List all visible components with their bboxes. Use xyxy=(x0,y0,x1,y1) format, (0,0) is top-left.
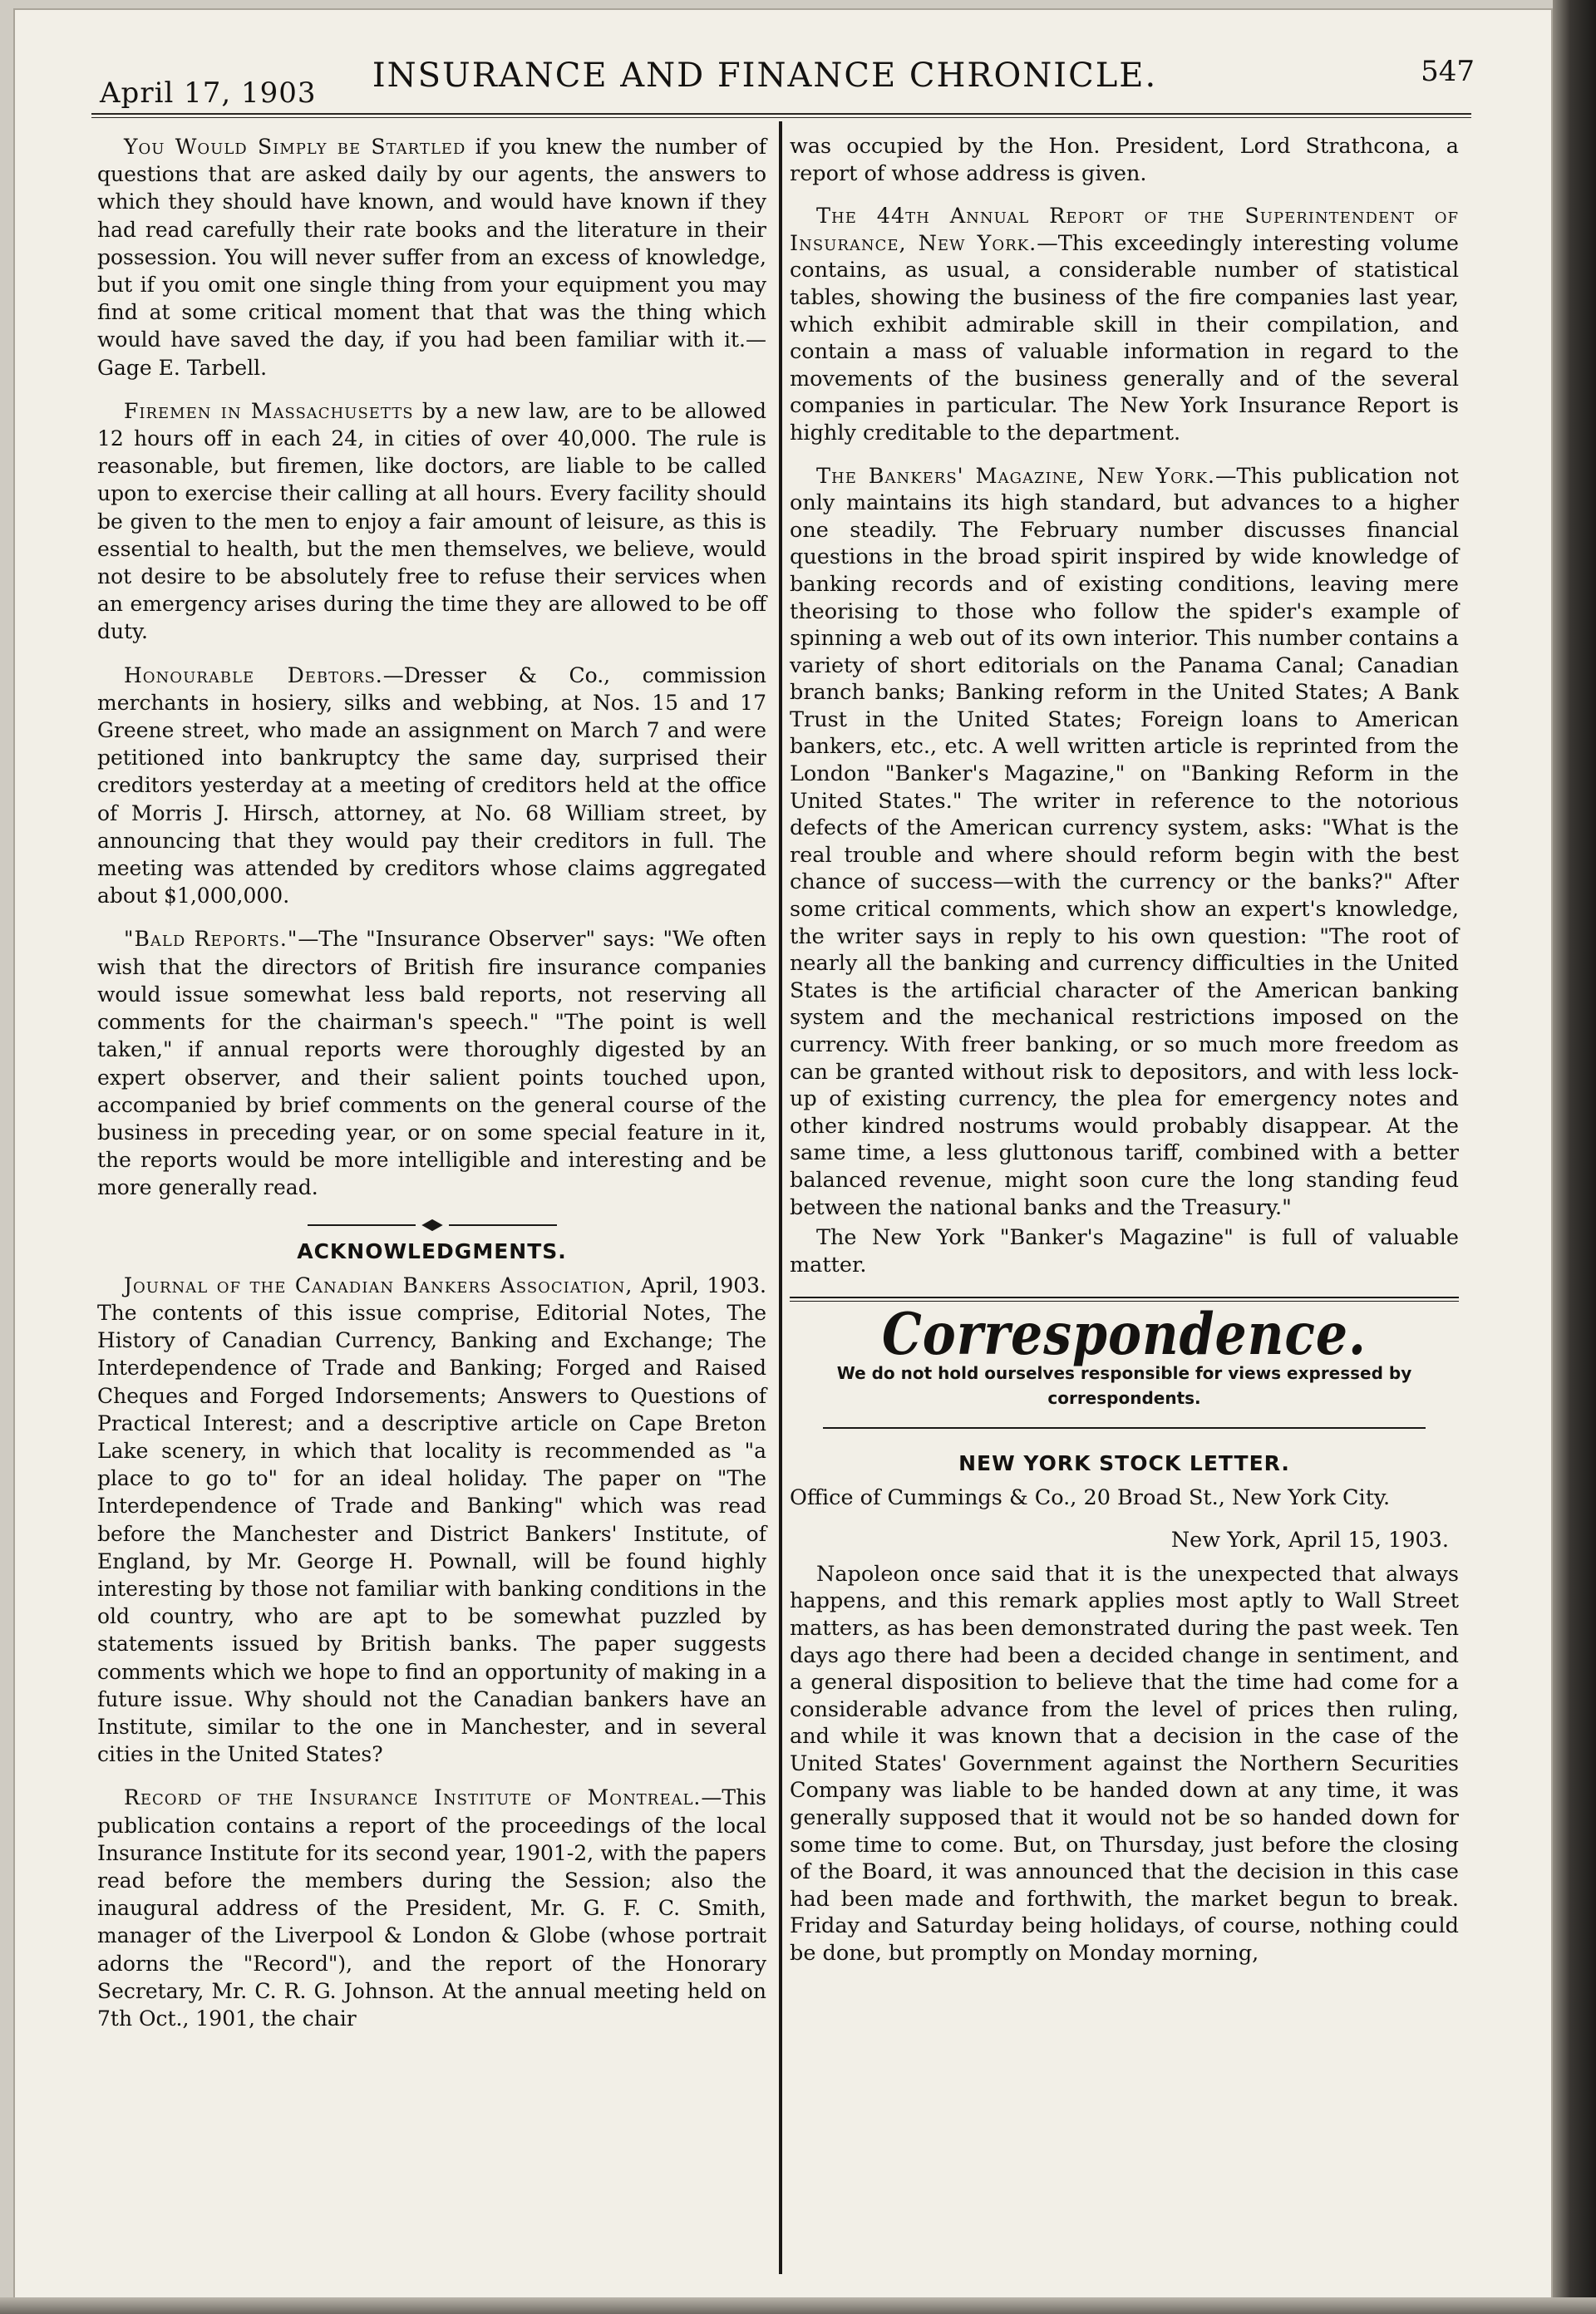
article-stock-letter: Napoleon once said that it is the unexpected that always happens, and this remark applies most aptly to Wall Street matters, as has been demonstrated during the past week. Ten days ago there had been a decided change in sentiment, and a general disposition to believe that the time had come for a considerable advance from the level of prices then ruling, and while it was known that a decision in the case of the United States' Government against the Northern Securities Company was liable to be handed down at any time, it was generally supposed that it would not be so handed down for some time to come. But, on Thursday, just before the closing of the Board, it was announced that the decision in this case had been made and forthwith, the market begun to break. Friday and Saturday being holidays, of course, nothing could be done, but promptly on Monday morning, xyxy=(790,1561,1459,1967)
article-lead: The Bankers' Magazine, New York. xyxy=(816,463,1216,489)
article-bankers-journal xyxy=(97,1272,766,1769)
right-column xyxy=(790,133,1459,1983)
divider-rule xyxy=(823,1427,1426,1429)
article-lead: Journal of the Canadian Bankers Association, xyxy=(124,1273,633,1297)
issue-date: April 17, 1903 xyxy=(100,76,317,110)
article-lead: The 44th Annual Report of the Superintendent of Insurance, New York. xyxy=(790,204,1459,256)
article-insurance-institute xyxy=(97,1784,766,2032)
article-body: by a new law, are to be allowed 12 hours off in each 24, in cities of over 40,000. The rule is reasonable, but firemen, like doctors, are liable to be called upon to exercise their calling at all hours. Every facility should be given to the men to enjoy a fair amount of leisure, as this is essential to health, but the men themselves, we believe, would not desire to be absolutely free to refuse their services when an emergency arises during the time they are allowed to be off duty. xyxy=(97,398,767,644)
header-rule xyxy=(91,113,1471,118)
article-superintendent-report xyxy=(790,203,1459,446)
article-bald-reports xyxy=(97,925,766,1201)
article-bankers-magazine xyxy=(790,463,1459,1222)
article-debtors xyxy=(97,662,766,910)
correspondence-title: Correspondence. xyxy=(882,1302,1367,1369)
article-continuation: was occupied by the Hon. President, Lord Strathcona, a report of whose address is given. xyxy=(790,134,1459,186)
article-firemen xyxy=(97,397,766,646)
column-divider xyxy=(779,121,782,2274)
article-startled xyxy=(97,133,766,382)
article-lead: Record of the Insurance Institute of Montreal. xyxy=(124,1785,702,1810)
article-body: —Dresser & Co., commission merchants in hosiery, silks and webbing, at Nos. 15 and 17 Greene street, who made an assignment on March 7 and were petitioned into bankruptcy the same day, surprised their creditors yesterday at a meeting of creditors held at the office of Morris J. Hirsch, attorney, at No. 68 William street, by announcing that they would pay their creditors in full. The meeting was attended by creditors whose claims aggregated about $1,000,000. xyxy=(97,662,766,908)
article-body: —This publication not only maintains its high standard, but advances to a higher one steadily. The February number discusses financial questions in the broad spirit inspired by wide knowledge of banking records and of existing conditions, leaving mere theorising to those who follow the spider's example of spinning a web out of its own interior. This number contains a variety of short editorials on the Panama Canal; Canadian branch banks; Banking reform in the United States; A Bank Trust in the United States; Foreign loans to American bankers, etc., etc. A well written article is reprinted from the London "Banker's Magazine," on "Banking Reform in the United States." The writer in reference to the notorious defects of the American currency system, asks: "What is the real trouble and where should reform begin with the best chance of success—with the currency or the banks?" After some critical comments, which show an expert's knowledge, the writer says in reply to his own question: "The root of nearly all the banking and currency difficulties in the United States is the artificial character of the American banking system and the mechanical restrictions imposed on the currency. With freer banking, or so much more freedom as can be granted without risk to depositors, and with less lock-up of existing currency, the plea for emergency notes and other kindred nostrums would probably disappear. At the same time, a less gluttonous tariff, combined with a better balanced revenue, might soon cure the long standing feud between the national banks and the Treasury." xyxy=(790,463,1459,1220)
page-header xyxy=(83,48,1475,110)
page-bottom-edge xyxy=(0,2297,1596,2314)
correspondence-disclaimer: We do not hold ourselves responsible for views expressed by correspondents. xyxy=(836,1362,1412,1408)
letter-dateline: New York, April 15, 1903. xyxy=(1170,1528,1449,1553)
page-number: 547 xyxy=(1421,55,1475,88)
article-lead: Firemen in Massachusetts xyxy=(124,398,414,423)
stock-letter-heading: NEW YORK STOCK LETTER. xyxy=(958,1450,1290,1475)
article-lead: You Would Simply be Startled xyxy=(124,135,466,159)
article-body: —This publication contains a report of the proceedings of the local Insurance Institute for its second year, 1901-2, with the papers read before the members during the Session; also the inaugural address of the President, Mr. G. F. C. Smith, manager of the Liverpool & London & Globe (whose portrait adorns the "Record"), and the report of the Honorary Secretary, Mr. C. R. G. Johnson. At the annual meeting held on 7th Oct., 1901, the chair xyxy=(97,1785,766,2031)
article-body: if you knew the number of questions that are asked daily by our agents, the answers to which they should have known, and would have known if they had read carefully their rate books and the literature in their possession. You will never suffer from an excess of knowledge, but if you omit one single thing from your equipment you may find at some critical moment that that was the thing which would have saved the day, if you had been familiar with it.—Gage E. Tarbell. xyxy=(97,135,766,380)
article-body: —The "Insurance Observer" says: "We often wish that the directors of British fire insurance companies would issue somewhat less bald reports, not reserving all comments for the chairman's speech." "The point is well taken," if annual reports were thoroughly digested by an expert observer, and their salient points touched upon, accompanied by brief comments on the general course of the business in preceding year, or on some special feature in it, the reports would be more intelligible and interesting and be more generally read. xyxy=(97,927,766,1200)
left-column xyxy=(97,133,766,2048)
article-body: April, 1903. The contents of this issue comprise, Editorial Notes, The History of Canadian Currency, Banking and Exchange; The Interdependence of Trade and Banking; Forged and Raised Cheques and Forged Indorsements; Answers to Questions of Practical Interest; and a descriptive article on Cape Breton Lake scenery, in which that locality is recommended as "a place to go to" for an ideal holiday. The paper on "The Interdependence of Trade and Banking" which was read before the Manchester and District Bankers' Institute, of England, by Mr. George H. Pownall, will be found highly interesting by those not familiar with banking conditions in the old country, who are apt to be somewhat puzzled by statements issued by British banks. The paper suggests comments which we hope to find an opportunity of making in a future issue. Why should not the Canadian bankers have an Institute, similar to the one in Manchester, and in several cities in the United States? xyxy=(97,1273,766,1767)
article-bankers-magazine-close: The New York "Banker's Magazine" is full of valuable matter. xyxy=(790,1225,1459,1278)
article-lead: "Bald Reports." xyxy=(124,927,298,952)
acknowledgments-heading: ACKNOWLEDGMENTS. xyxy=(297,1238,567,1263)
ornamental-rule xyxy=(308,1218,557,1233)
letter-office: Office of Cummings & Co., 20 Broad St., New York City. xyxy=(790,1484,1391,1510)
article-body: —This exceedingly interesting volume contains, as usual, a considerable number of statistical tables, showing the business of the fire companies last year, which exhibit admirable skill in their compilation, and contain a mass of valuable information in regard to the movements of the business generally and of the several companies in particular. The New York Insurance Report is highly creditable to the department. xyxy=(790,230,1459,446)
page-edge-shadow xyxy=(1553,0,1596,2314)
article-lead: Honourable Debtors. xyxy=(124,662,383,687)
publication-title: INSURANCE AND FINANCE CHRONICLE. xyxy=(372,57,1158,95)
